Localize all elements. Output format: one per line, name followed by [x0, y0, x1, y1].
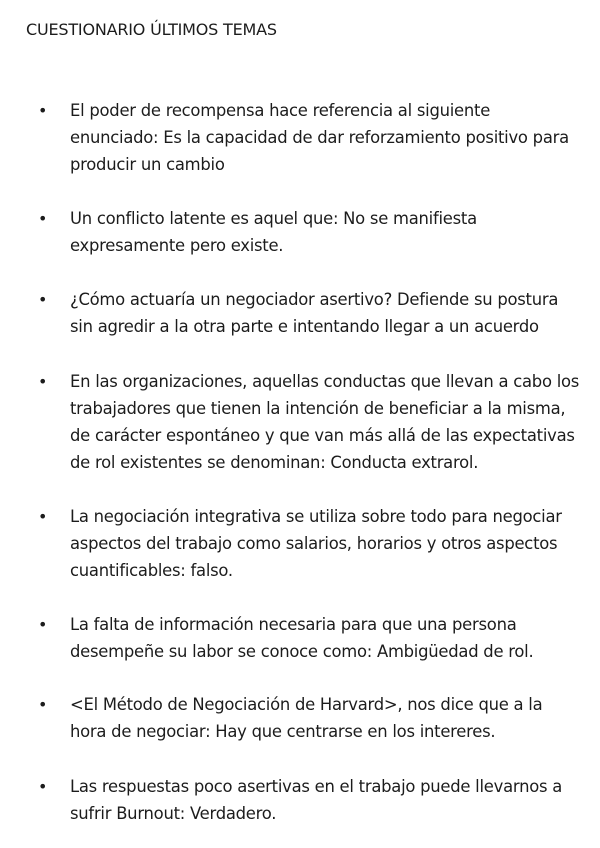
- bullet: •: [38, 615, 48, 634]
- question-text: Un conflicto latente es aquel que: No se manifiesta expresamente pero existe.: [70, 209, 477, 255]
- page-title: CUESTIONARIO ÚLTIMOS TEMAS: [26, 20, 277, 39]
- question-text: Las respuestas poco asertivas en el trabajo puede llevarnos a sufrir Burnout: Verdadero.: [70, 777, 563, 823]
- bullet: •: [38, 101, 48, 120]
- bullet: •: [38, 695, 48, 714]
- question-text: ¿Cómo actuaría un negociador asertivo? Defiende su postura sin agredir a la otra parte e intentando llegar a un acuerdo: [70, 290, 559, 336]
- question-text: En las organizaciones, aquellas conductas que llevan a cabo los trabajadores que tienen la intención de beneficiar a la misma, de carácter espontáneo y que van más allá de las expectativas de rol existentes se denominan: Conducta extrarol.: [70, 372, 580, 472]
- bullet: •: [38, 507, 48, 526]
- question-text: <El Método de Negociación de Harvard>, nos dice que a la hora de negociar: Hay que centrarse en los intereres.: [70, 695, 543, 741]
- bullet: •: [38, 209, 48, 228]
- bullet: •: [38, 290, 48, 309]
- question-text: La falta de información necesaria para que una persona desempeñe su labor se conoce como: Ambigüedad de rol.: [70, 615, 534, 661]
- bullet: •: [38, 372, 48, 391]
- question-text: La negociación integrativa se utiliza sobre todo para negociar aspectos del trabajo como salarios, horarios y otros aspectos cuantificables: falso.: [70, 507, 562, 580]
- bullet: •: [38, 777, 48, 796]
- question-text: El poder de recompensa hace referencia al siguiente enunciado: Es la capacidad de dar reforzamiento positivo para producir un cambio: [70, 101, 569, 174]
